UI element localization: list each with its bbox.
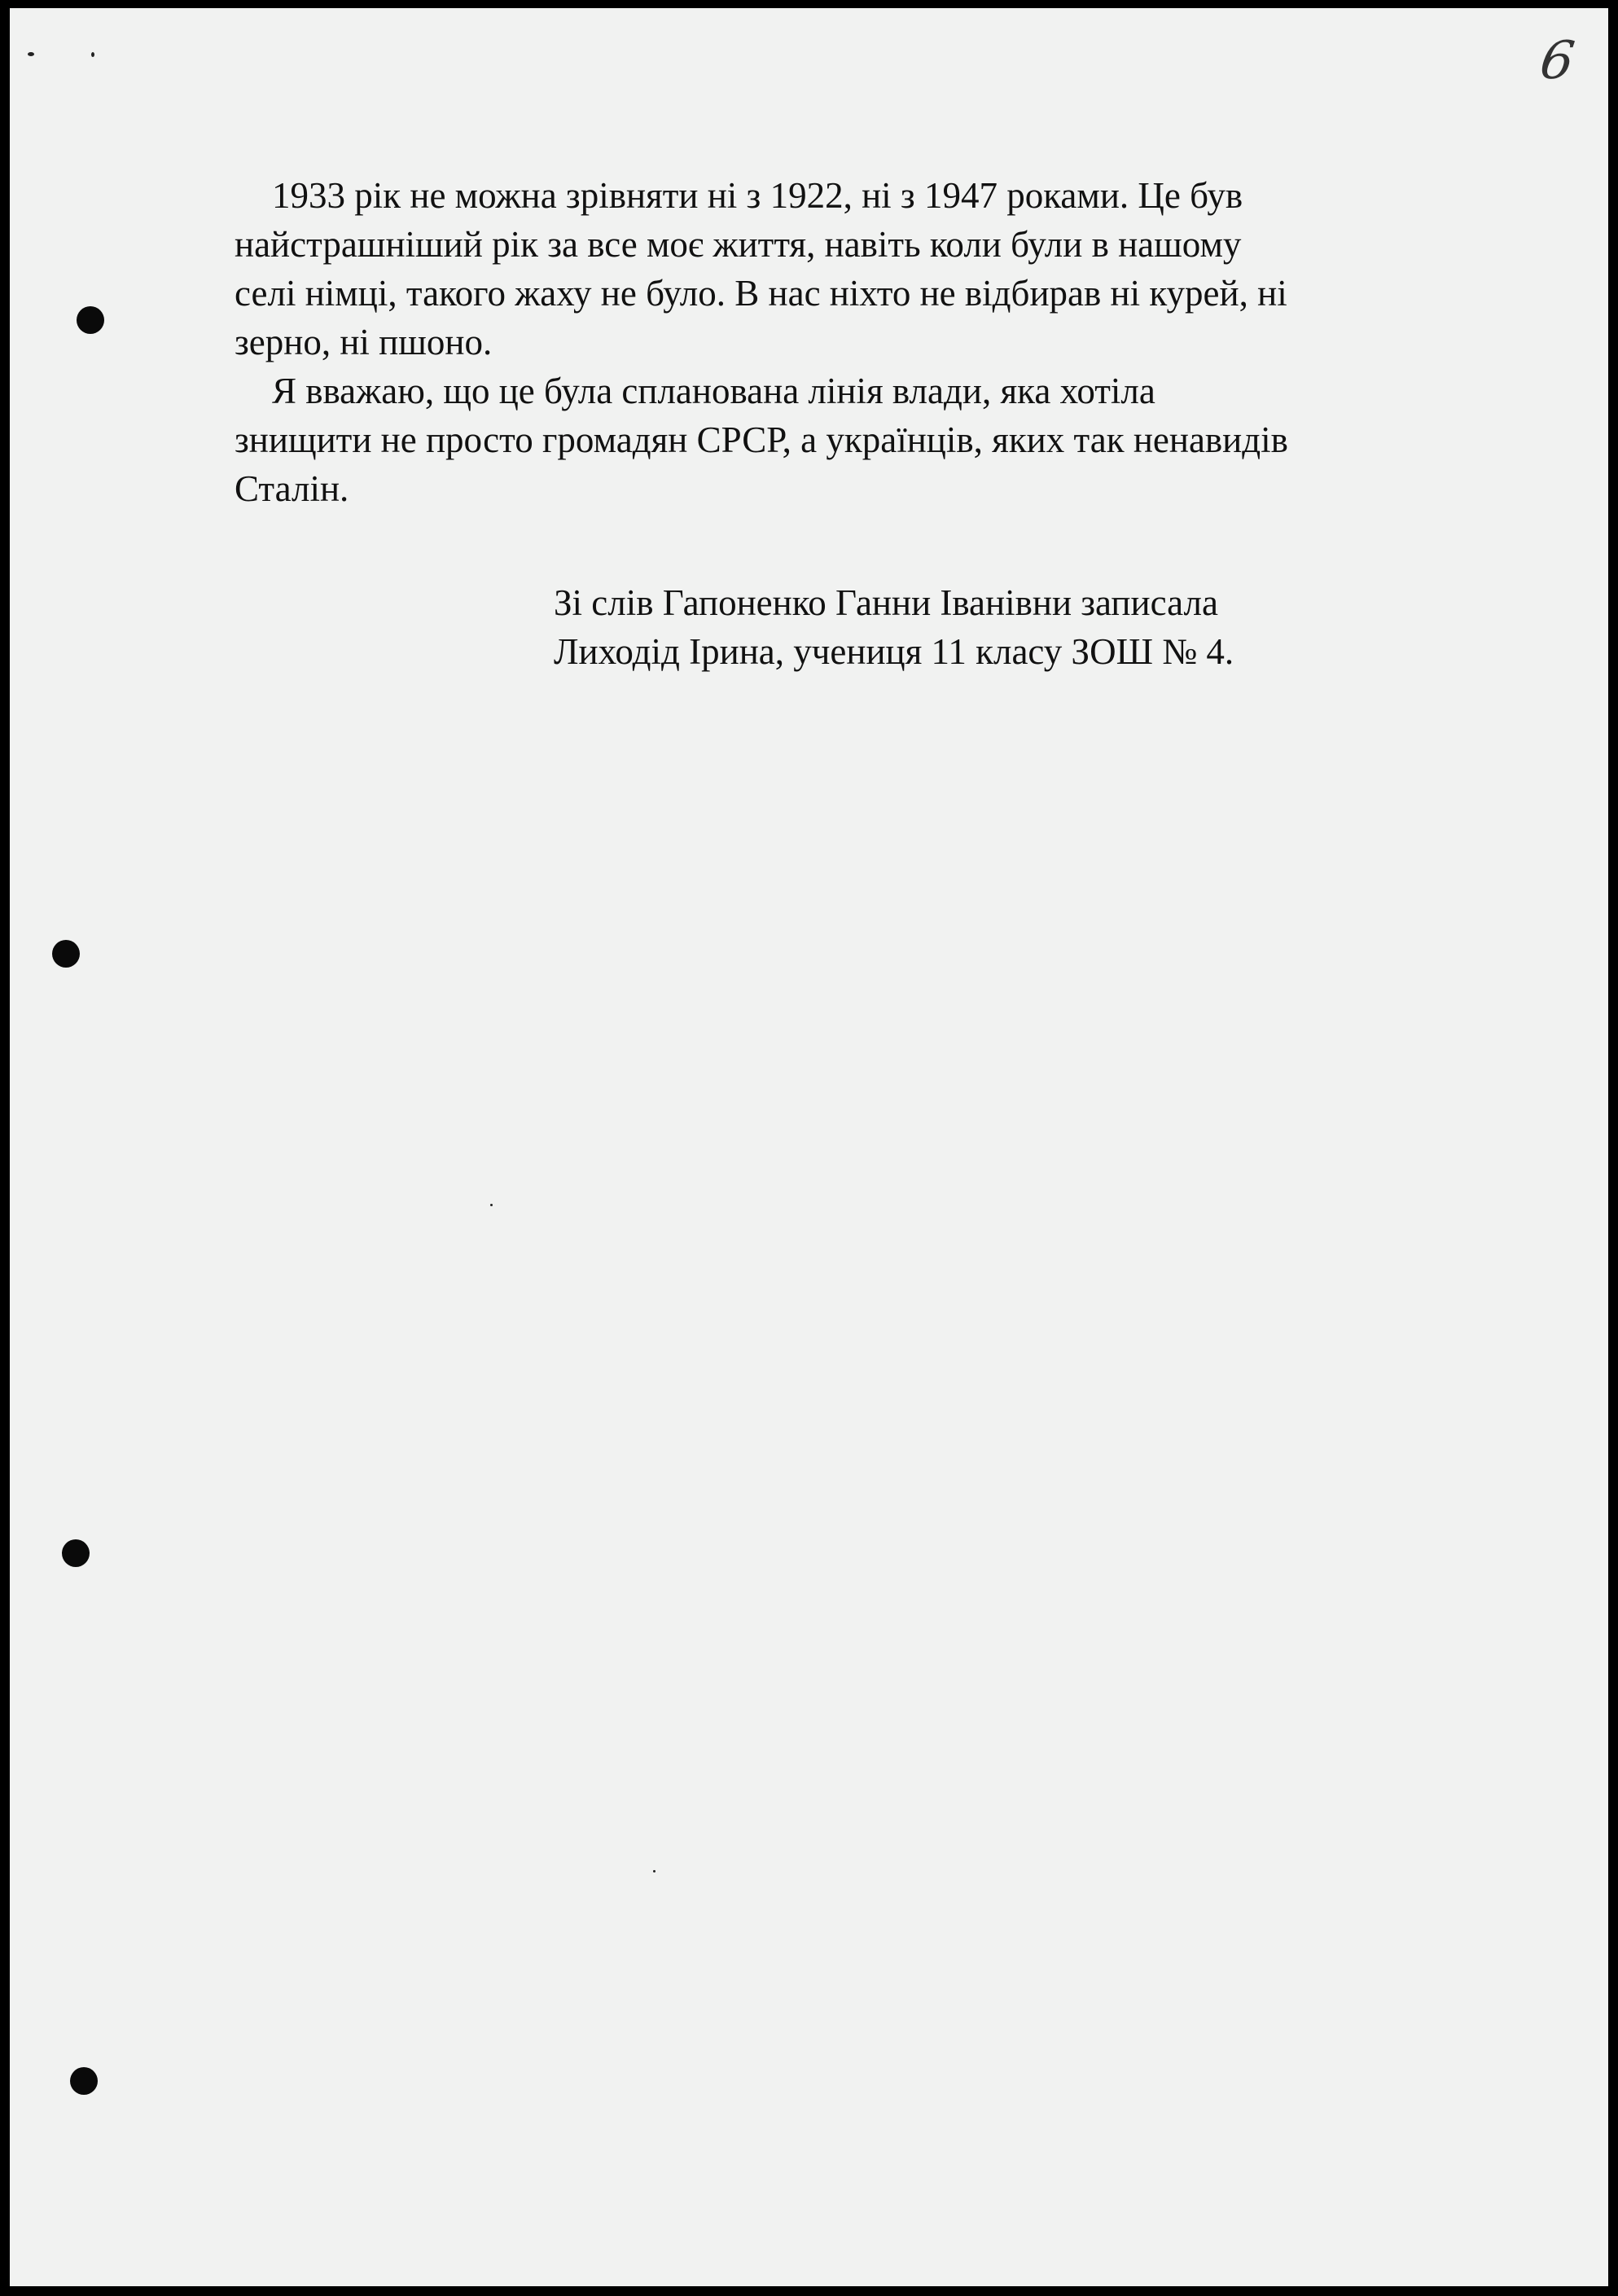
body-line: зерно, ні пшоно. — [235, 322, 493, 362]
attribution-line: Зі слів Гапоненко Ганни Іванівни записала — [554, 582, 1218, 623]
body-line: найстрашніший рік за все моє життя, навіть коли були в нашому — [235, 224, 1242, 265]
document-page — [10, 8, 1608, 2286]
page-number: 6 — [1536, 31, 1578, 91]
punch-hole — [62, 1539, 90, 1567]
body-line: 1933 рік не можна зрівняти ні з 1922, ні з 1947 роками. Це був — [272, 175, 1243, 216]
body-text — [235, 171, 1505, 513]
scan-speck — [28, 52, 34, 56]
body-line: селі німці, такого жаху не було. В нас ніхто не відбирав ні курей, ні — [235, 273, 1287, 314]
punch-hole — [77, 306, 104, 334]
body-line: Я вважаю, що це була спланована лінія влади, яка хотіла — [272, 371, 1155, 411]
punch-hole — [70, 2067, 98, 2095]
body-line: Сталін. — [235, 468, 349, 509]
scan-speck — [490, 1204, 493, 1206]
scan-speck — [653, 1870, 656, 1872]
body-line: знищити не просто громадян СРСР, а українців, яких так ненавидів — [235, 419, 1288, 460]
attribution-line: Лиходід Ірина, учениця 11 класу ЗОШ № 4. — [554, 631, 1234, 672]
punch-hole — [52, 940, 80, 968]
scan-speck — [91, 52, 94, 57]
attribution — [554, 578, 1234, 676]
